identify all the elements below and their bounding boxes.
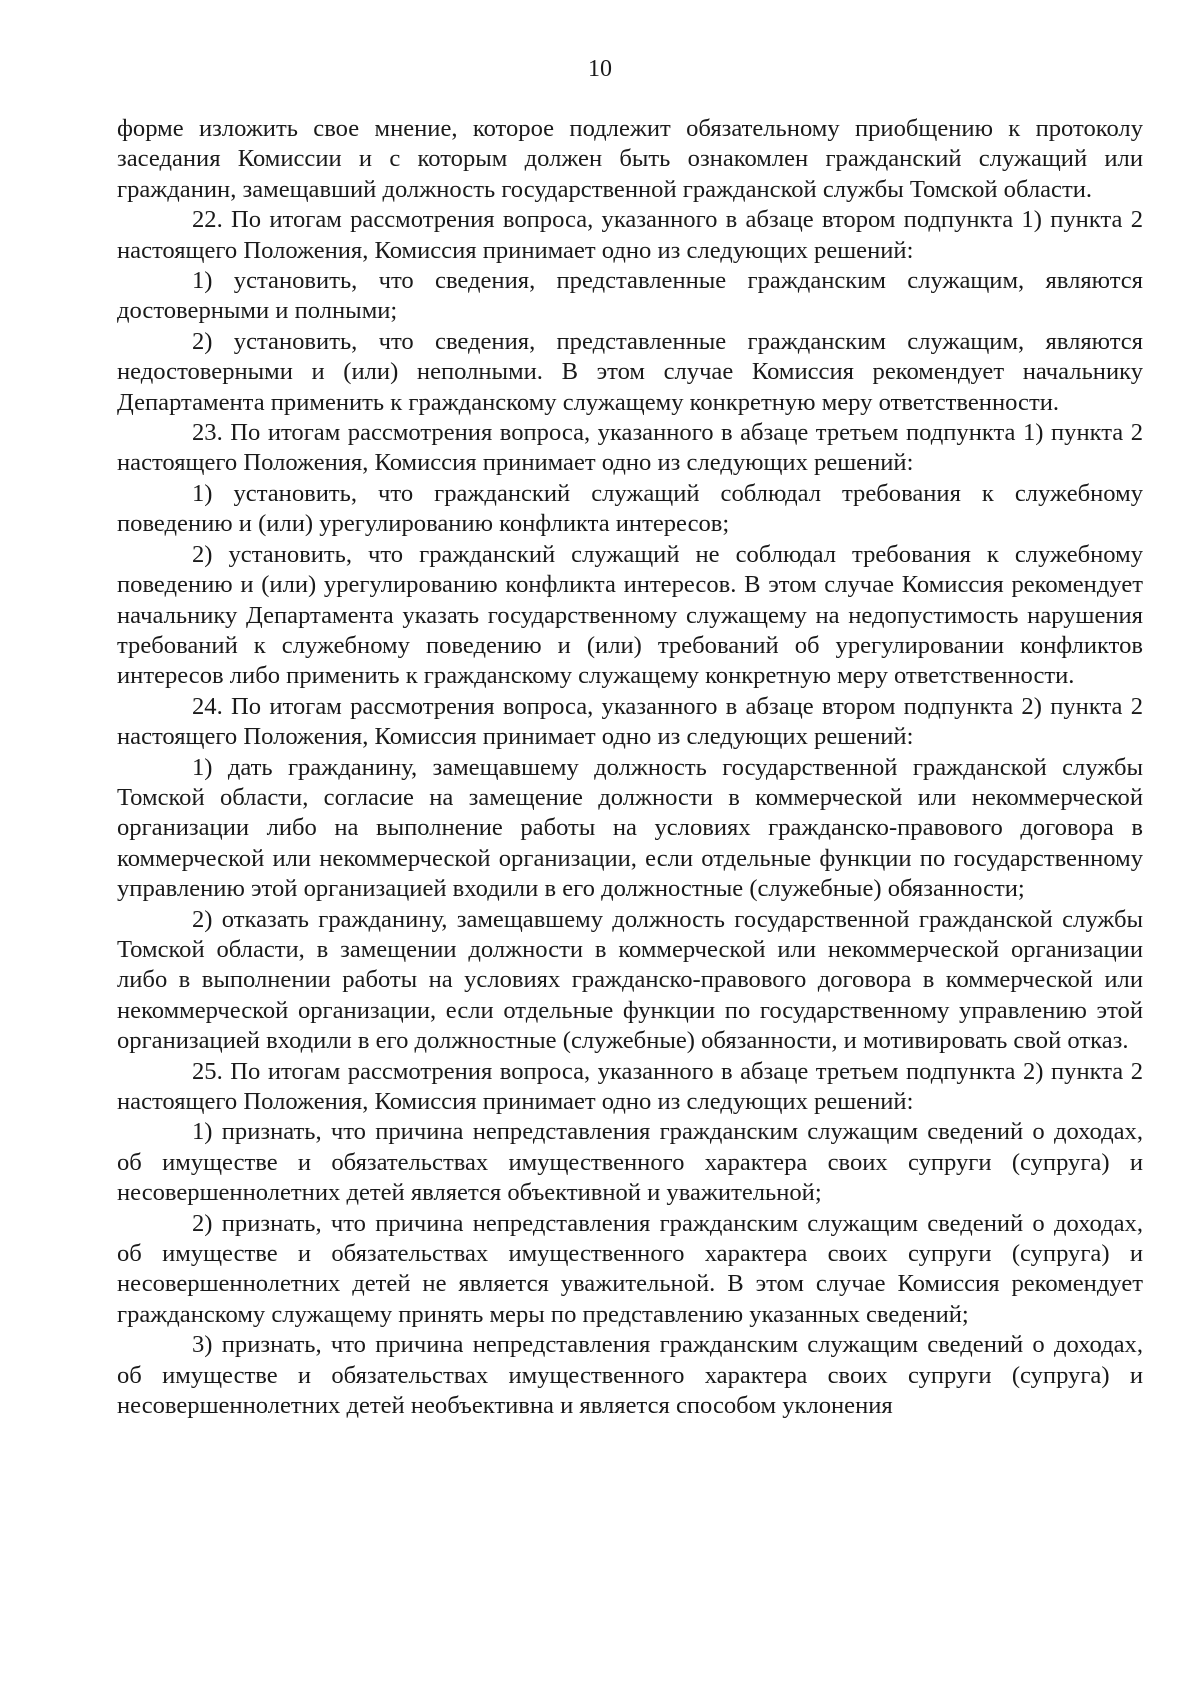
paragraph-item-25-1: 1) признать, что причина непредставления гражданским служащим сведений о доходах, об имуществе и обязательствах имущественного характера своих супруги (супруга) и несовершеннолетних детей является объективной и уважительной;	[117, 1118, 1143, 1207]
page-number: 10	[588, 56, 612, 82]
paragraph-item-23-2: 2) установить, что гражданский служащий не соблюдал требования к служебному поведению и (или) урегулированию конфликта интересов. В этом случае Комиссия рекомендует начальнику Департамента указать государственному служащему на недопустимость нарушения требований к служебному поведению и (или) требований об урегулировании конфликтов интересов либо применить к гражданскому служащему конкретную меру ответственности.	[117, 540, 1143, 690]
paragraph-item-25: 25. По итогам рассмотрения вопроса, указанного в абзаце третьем подпункта 2) пункта 2 настоящего Положения, Комиссия принимает одно из следующих решений:	[117, 1057, 1143, 1115]
paragraph-item-25-3: 3) признать, что причина непредставления гражданским служащим сведений о доходах, об имуществе и обязательствах имущественного характера своих супруги (супруга) и несовершеннолетних детей необъективна и является способом уклонения	[117, 1331, 1143, 1420]
paragraph-item-24-2: 2) отказать гражданину, замещавшему должность государственной гражданской службы Томской области, в замещении должности в коммерческой или некоммерческой организации либо в выполнении работы на условиях гражданско-правового договора в коммерческой или некоммерческой организации, если отдельные функции по государственному управлению этой организацией входили в его должностные (служебные) обязанности, и мотивировать свой отказ.	[117, 905, 1143, 1055]
document-body	[117, 114, 1143, 1421]
paragraph-item-23: 23. По итогам рассмотрения вопроса, указанного в абзаце третьем подпункта 1) пункта 2 настоящего Положения, Комиссия принимает одно из следующих решений:	[117, 419, 1143, 477]
paragraph-item-22-1: 1) установить, что сведения, представленные гражданским служащим, являются достоверными и полными;	[117, 267, 1143, 325]
paragraph-item-23-1: 1) установить, что гражданский служащий соблюдал требования к служебному поведению и (или) урегулированию конфликта интересов;	[117, 479, 1143, 538]
paragraph-item-25-2: 2) признать, что причина непредставления гражданским служащим сведений о доходах, об имуществе и обязательствах имущественного характера своих супруги (супруга) и несовершеннолетних детей не является уважительной. В этом случае Комиссия рекомендует гражданскому служащему принять меры по представлению указанных сведений;	[117, 1209, 1143, 1328]
paragraph-continuation: форме изложить свое мнение, которое подлежит обязательному приобщению к протоколу заседания Комиссии и с которым должен быть ознакомлен гражданский служащий или гражданин, замещавший должность государственной гражданской службы Томской области.	[117, 115, 1143, 203]
paragraph-item-22-2: 2) установить, что сведения, представленные гражданским служащим, являются недостоверными и (или) неполными. В этом случае Комиссия рекомендует начальнику Департамента применить к гражданскому служащему конкретную меру ответственности.	[117, 327, 1143, 416]
paragraph-item-22: 22. По итогам рассмотрения вопроса, указанного в абзаце втором подпункта 1) пункта 2 настоящего Положения, Комиссия принимает одно из следующих решений:	[117, 206, 1143, 264]
paragraph-item-24: 24. По итогам рассмотрения вопроса, указанного в абзаце втором подпункта 2) пункта 2 настоящего Положения, Комиссия принимает одно из следующих решений:	[117, 692, 1143, 751]
paragraph-item-24-1: 1) дать гражданину, замещавшему должность государственной гражданской службы Томской области, согласие на замещение должности в коммерческой или некоммерческой организации либо на выполнение работы на условиях гражданско-правового договора в коммерческой или некоммерческой организации, если отдельные функции по государственному управлению этой организацией входили в его должностные (служебные) обязанности;	[117, 753, 1143, 903]
